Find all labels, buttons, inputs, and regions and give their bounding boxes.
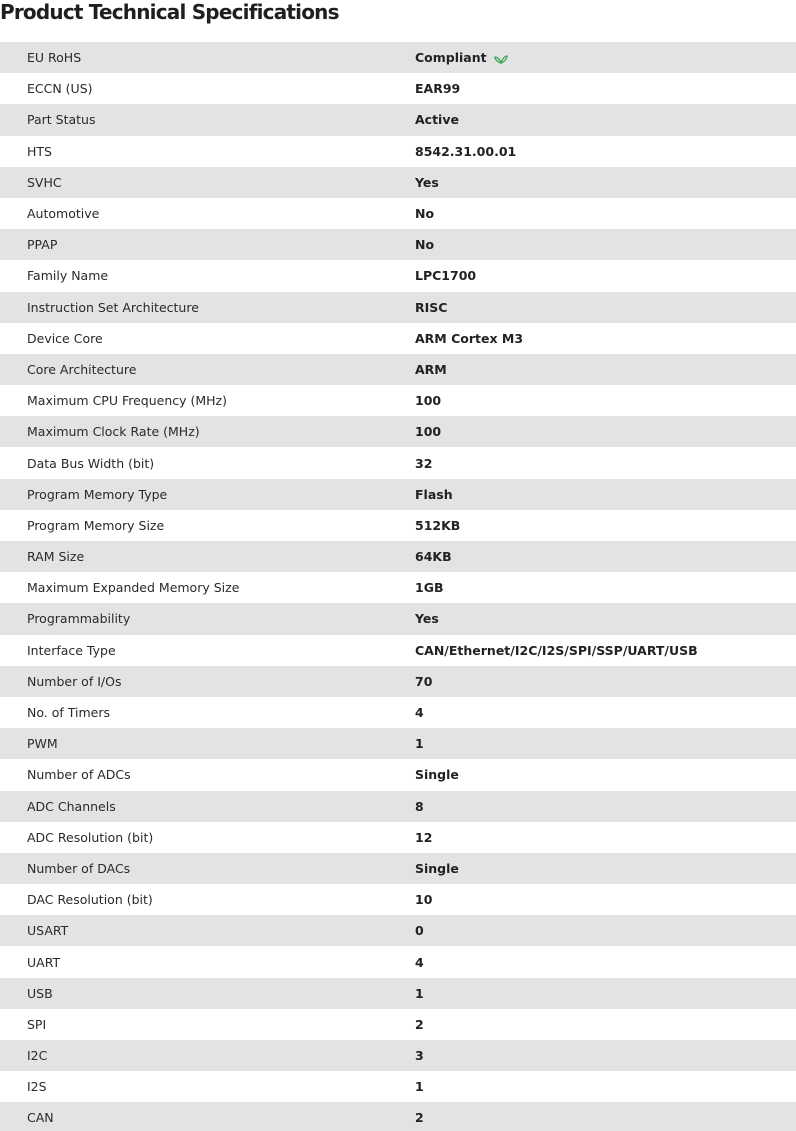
spec-value-cell <box>415 487 796 502</box>
spec-row <box>0 292 796 323</box>
spec-label: Number of I/Os <box>27 673 122 689</box>
spec-row <box>0 759 796 790</box>
spec-value-cell <box>415 767 796 782</box>
spec-label: Automotive <box>27 206 100 222</box>
spec-value: Active <box>415 112 459 128</box>
spec-value-cell <box>415 1110 796 1125</box>
spec-value: 3 <box>415 1048 424 1064</box>
spec-value-cell <box>415 580 796 595</box>
spec-value-cell <box>415 955 796 970</box>
spec-value: 1 <box>415 985 424 1001</box>
spec-value: No <box>415 237 435 253</box>
spec-row <box>0 167 796 198</box>
spec-label: I2C <box>27 1048 48 1064</box>
spec-value-cell <box>415 268 796 283</box>
spec-row <box>0 416 796 447</box>
spec-row <box>0 510 796 541</box>
spec-value-cell <box>415 362 796 377</box>
spec-label: PWM <box>27 736 58 752</box>
spec-label: Programmability <box>27 611 131 627</box>
spec-value: Yes <box>415 611 439 627</box>
spec-row <box>0 978 796 1009</box>
spec-row <box>0 884 796 915</box>
spec-value-cell <box>415 206 796 221</box>
spec-value: 100 <box>415 424 442 440</box>
spec-value: 2 <box>415 1016 424 1032</box>
spec-value: 512KB <box>415 517 461 533</box>
spec-row <box>0 73 796 104</box>
spec-value: LPC1700 <box>415 268 477 284</box>
spec-value-cell <box>415 50 796 65</box>
spec-value: Single <box>415 767 459 783</box>
spec-value-cell <box>415 1048 796 1063</box>
spec-value-cell <box>415 892 796 907</box>
spec-value-cell <box>415 456 796 471</box>
spec-value: 64KB <box>415 549 452 565</box>
spec-value: CAN/Ethernet/I2C/I2S/SPI/SSP/UART/USB <box>415 642 698 658</box>
spec-row <box>0 853 796 884</box>
spec-label: No. of Timers <box>27 705 110 721</box>
spec-label: Maximum Expanded Memory Size <box>27 580 240 596</box>
spec-label: I2S <box>27 1079 47 1095</box>
spec-row <box>0 260 796 291</box>
spec-label: DAC Resolution (bit) <box>27 892 153 908</box>
spec-row <box>0 666 796 697</box>
spec-value: 1GB <box>415 580 444 596</box>
spec-label: Data Bus Width (bit) <box>27 455 155 471</box>
spec-value: 32 <box>415 455 433 471</box>
spec-row <box>0 635 796 666</box>
spec-row <box>0 198 796 229</box>
spec-value-cell <box>415 799 796 814</box>
spec-label: HTS <box>27 143 52 159</box>
spec-row <box>0 136 796 167</box>
spec-label: Program Memory Size <box>27 517 165 533</box>
spec-value: No <box>415 206 435 222</box>
spec-label: Instruction Set Architecture <box>27 299 199 315</box>
spec-row <box>0 697 796 728</box>
spec-row <box>0 42 796 73</box>
spec-row <box>0 229 796 260</box>
spec-row <box>0 791 796 822</box>
spec-label: Program Memory Type <box>27 486 168 502</box>
spec-row <box>0 1009 796 1040</box>
spec-row <box>0 323 796 354</box>
spec-value: Yes <box>415 174 439 190</box>
spec-row <box>0 385 796 416</box>
spec-value-cell <box>415 175 796 190</box>
spec-label: Number of ADCs <box>27 767 131 783</box>
spec-row <box>0 1071 796 1102</box>
spec-value-cell <box>415 1079 796 1094</box>
spec-value-cell <box>415 331 796 346</box>
spec-value: 4 <box>415 705 424 721</box>
spec-label: USB <box>27 985 53 1001</box>
spec-row <box>0 728 796 759</box>
spec-table <box>0 42 796 1131</box>
page-title: Product Technical Specifications <box>0 0 339 24</box>
spec-row <box>0 447 796 478</box>
spec-label: PPAP <box>27 237 58 253</box>
spec-row <box>0 915 796 946</box>
spec-value-cell <box>415 112 796 127</box>
spec-label: ADC Channels <box>27 798 116 814</box>
spec-value-cell <box>415 923 796 938</box>
spec-value-cell <box>415 81 796 96</box>
spec-value: ARM Cortex M3 <box>415 330 524 346</box>
spec-label: CAN <box>27 1110 54 1126</box>
spec-value-cell <box>415 643 796 658</box>
spec-value-cell <box>415 1017 796 1032</box>
spec-value: Single <box>415 860 459 876</box>
spec-row <box>0 354 796 385</box>
spec-value: 2 <box>415 1110 424 1126</box>
spec-label: Family Name <box>27 268 109 284</box>
spec-value: ARM <box>415 361 447 377</box>
spec-value-cell <box>415 518 796 533</box>
spec-label: SVHC <box>27 174 62 190</box>
spec-value-cell <box>415 424 796 439</box>
leaf-icon <box>494 52 508 64</box>
spec-label: ECCN (US) <box>27 81 93 97</box>
spec-value: 100 <box>415 393 442 409</box>
spec-value: 1 <box>415 736 424 752</box>
spec-value: 1 <box>415 1079 424 1095</box>
spec-row <box>0 104 796 135</box>
spec-value: RISC <box>415 299 448 315</box>
spec-label: Device Core <box>27 330 103 346</box>
spec-value: 70 <box>415 673 433 689</box>
spec-value: 12 <box>415 829 433 845</box>
spec-label: Part Status <box>27 112 96 128</box>
spec-label: EU RoHS <box>27 50 82 66</box>
spec-value: 0 <box>415 923 424 939</box>
spec-row <box>0 572 796 603</box>
spec-value-cell <box>415 300 796 315</box>
spec-label: Maximum CPU Frequency (MHz) <box>27 393 227 409</box>
spec-value: Compliant <box>415 50 487 66</box>
spec-row <box>0 1102 796 1131</box>
spec-label: Interface Type <box>27 642 116 658</box>
spec-value: 8542.31.00.01 <box>415 143 517 159</box>
spec-value-cell <box>415 144 796 159</box>
spec-row <box>0 822 796 853</box>
spec-value: 8 <box>415 798 424 814</box>
spec-label: USART <box>27 923 69 939</box>
spec-value: 4 <box>415 954 424 970</box>
spec-value: EAR99 <box>415 81 461 97</box>
spec-label: SPI <box>27 1016 47 1032</box>
spec-value-cell <box>415 986 796 1001</box>
spec-value-cell <box>415 830 796 845</box>
spec-value-cell <box>415 861 796 876</box>
spec-value-cell <box>415 674 796 689</box>
spec-label: Maximum Clock Rate (MHz) <box>27 424 200 440</box>
spec-value-cell <box>415 611 796 626</box>
spec-row <box>0 541 796 572</box>
spec-value: Flash <box>415 486 453 502</box>
spec-value-cell <box>415 393 796 408</box>
spec-label: RAM Size <box>27 549 85 565</box>
spec-row <box>0 603 796 634</box>
spec-label: Number of DACs <box>27 860 131 876</box>
spec-label: Core Architecture <box>27 361 137 377</box>
spec-row <box>0 946 796 977</box>
spec-row <box>0 479 796 510</box>
spec-value-cell <box>415 237 796 252</box>
spec-value-cell <box>415 705 796 720</box>
spec-label: UART <box>27 954 61 970</box>
spec-value-cell <box>415 736 796 751</box>
spec-label: ADC Resolution (bit) <box>27 829 154 845</box>
spec-row <box>0 1040 796 1071</box>
spec-value: 10 <box>415 892 433 908</box>
spec-value-cell <box>415 549 796 564</box>
